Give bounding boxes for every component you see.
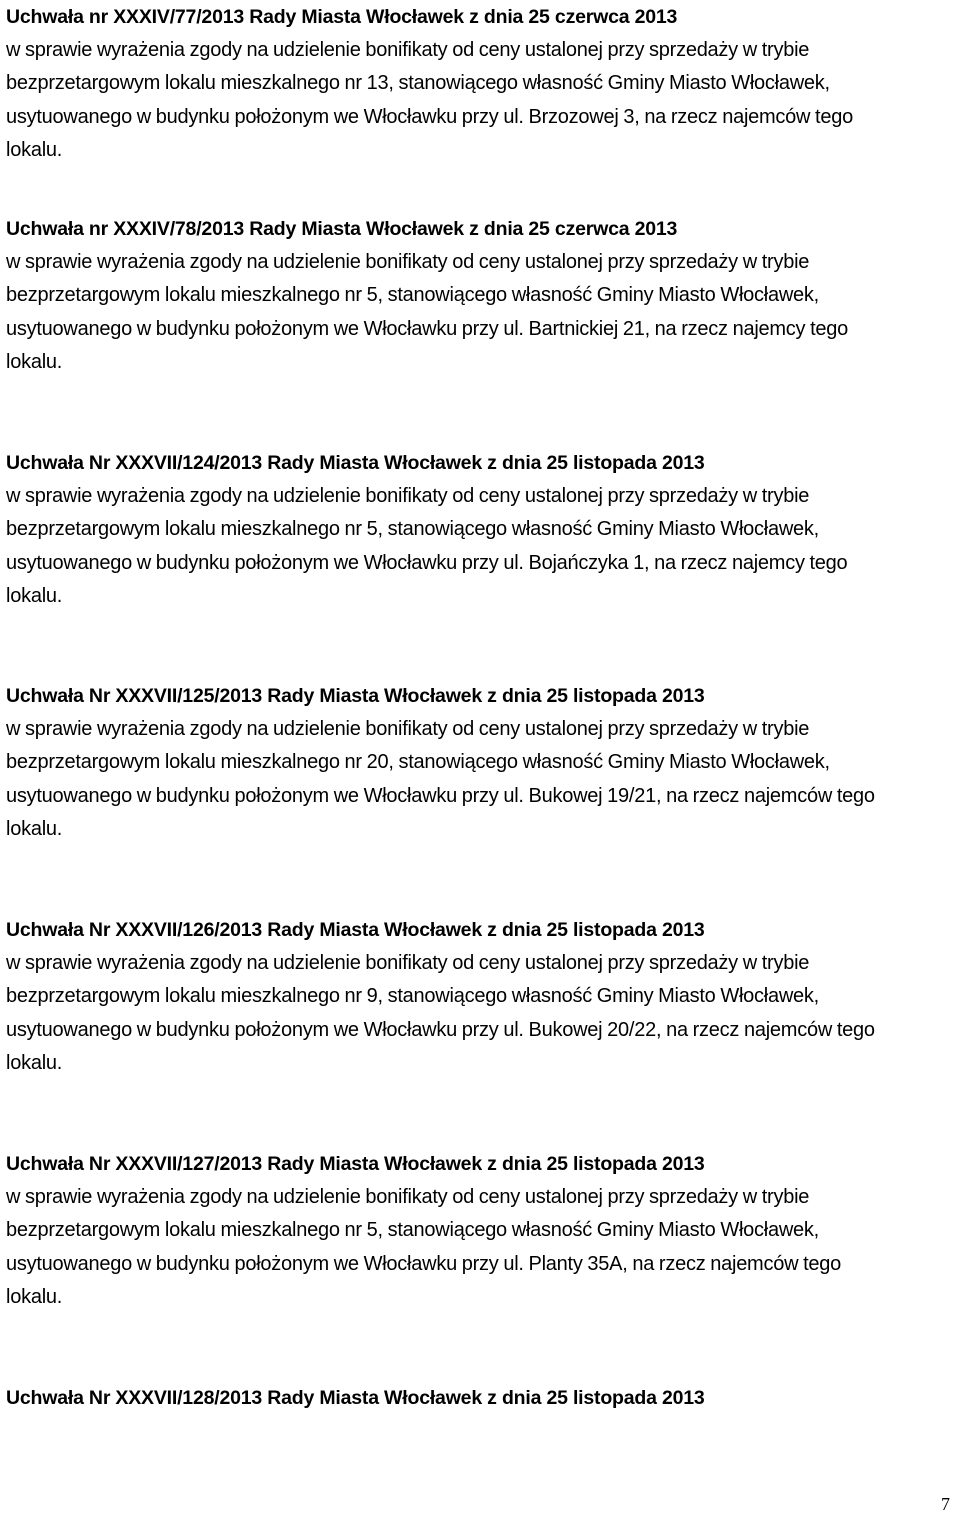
resolution-title: Uchwała nr XXXIV/78/2013 Rady Miasta Włocławek z dnia 25 czerwca 2013 <box>6 218 678 240</box>
resolution-title: Uchwała Nr XXXVII/124/2013 Rady Miasta Włocławek z dnia 25 listopada 2013 <box>6 452 705 474</box>
resolution-text-line: bezprzetargowym lokalu mieszkalnego nr 9, stanowiącego własność Gminy Miasto Włocławek, <box>6 985 819 1008</box>
resolution-text-line: w sprawie wyrażenia zgody na udzielenie bonifikaty od ceny ustalonej przy sprzedaży w trybie <box>6 718 810 740</box>
resolution-text-line: usytuowanego w budynku położonym we Włocławku przy ul. Bukowej 19/21, na rzecz najemców tego <box>6 784 875 807</box>
resolution-text-line: w sprawie wyrażenia zgody na udzielenie bonifikaty od ceny ustalonej przy sprzedaży w trybie <box>6 952 810 974</box>
resolution-entry <box>6 446 950 614</box>
resolution-entry <box>6 212 950 380</box>
resolution-text-line: usytuowanego w budynku położonym we Włocławku przy ul. Bojańczyka 1, na rzecz najemcy tego <box>6 551 848 574</box>
resolution-text-line: lokalu. <box>6 351 63 374</box>
resolution-text-line: usytuowanego w budynku położonym we Włocławku przy ul. Planty 35A, na rzecz najemców tego <box>6 1252 842 1275</box>
resolution-description <box>6 947 950 1081</box>
resolution-text-line: lokalu. <box>6 139 63 162</box>
resolution-text-line: bezprzetargowym lokalu mieszkalnego nr 5, stanowiącego własność Gminy Miasto Włocławek, <box>6 518 819 541</box>
resolution-text-line: usytuowanego w budynku położonym we Włocławku przy ul. Bukowej 20/22, na rzecz najemców tego <box>6 1018 875 1041</box>
resolution-description <box>6 713 950 847</box>
resolution-text-line: bezprzetargowym lokalu mieszkalnego nr 5, stanowiącego własność Gminy Miasto Włocławek, <box>6 1219 819 1242</box>
resolution-description <box>6 34 950 168</box>
resolution-text-line: w sprawie wyrażenia zgody na udzielenie bonifikaty od ceny ustalonej przy sprzedaży w trybie <box>6 39 810 61</box>
resolution-description <box>6 480 950 614</box>
resolution-text-line: usytuowanego w budynku położonym we Włocławku przy ul. Bartnickiej 21, na rzecz najemcy tego <box>6 317 849 340</box>
resolution-title: Uchwała nr XXXIV/77/2013 Rady Miasta Włocławek z dnia 25 czerwca 2013 <box>6 6 678 28</box>
resolution-text-line: bezprzetargowym lokalu mieszkalnego nr 20, stanowiącego własność Gminy Miasto Włocławek, <box>6 751 830 774</box>
resolution-title: Uchwała Nr XXXVII/127/2013 Rady Miasta Włocławek z dnia 25 listopada 2013 <box>6 1153 705 1175</box>
resolution-entry <box>6 1147 950 1315</box>
resolution-description <box>6 1181 950 1315</box>
resolution-entry <box>6 1381 950 1415</box>
resolution-text-line: bezprzetargowym lokalu mieszkalnego nr 5, stanowiącego własność Gminy Miasto Włocławek, <box>6 284 819 307</box>
resolution-title: Uchwała Nr XXXVII/126/2013 Rady Miasta Włocławek z dnia 25 listopada 2013 <box>6 919 705 941</box>
resolution-title: Uchwała Nr XXXVII/128/2013 Rady Miasta Włocławek z dnia 25 listopada 2013 <box>6 1387 705 1409</box>
resolution-title: Uchwała Nr XXXVII/125/2013 Rady Miasta Włocławek z dnia 25 listopada 2013 <box>6 685 705 707</box>
resolution-text-line: usytuowanego w budynku położonym we Włocławku przy ul. Brzozowej 3, na rzecz najemców tego <box>6 105 853 128</box>
resolution-text-line: lokalu. <box>6 1286 63 1309</box>
resolution-text-line: lokalu. <box>6 585 63 608</box>
resolution-text-line: lokalu. <box>6 1052 63 1075</box>
resolution-text-line: bezprzetargowym lokalu mieszkalnego nr 13, stanowiącego własność Gminy Miasto Włocławek, <box>6 72 830 95</box>
resolution-entry <box>6 0 950 168</box>
resolution-text-line: w sprawie wyrażenia zgody na udzielenie bonifikaty od ceny ustalonej przy sprzedaży w trybie <box>6 1186 810 1208</box>
resolution-entry <box>6 913 950 1081</box>
resolution-text-line: w sprawie wyrażenia zgody na udzielenie bonifikaty od ceny ustalonej przy sprzedaży w trybie <box>6 251 810 273</box>
resolution-text-line: lokalu. <box>6 818 63 841</box>
resolution-description <box>6 246 950 380</box>
page-number: 7 <box>941 1494 950 1514</box>
resolution-text-line: w sprawie wyrażenia zgody na udzielenie bonifikaty od ceny ustalonej przy sprzedaży w trybie <box>6 485 810 507</box>
resolution-entry <box>6 679 950 847</box>
